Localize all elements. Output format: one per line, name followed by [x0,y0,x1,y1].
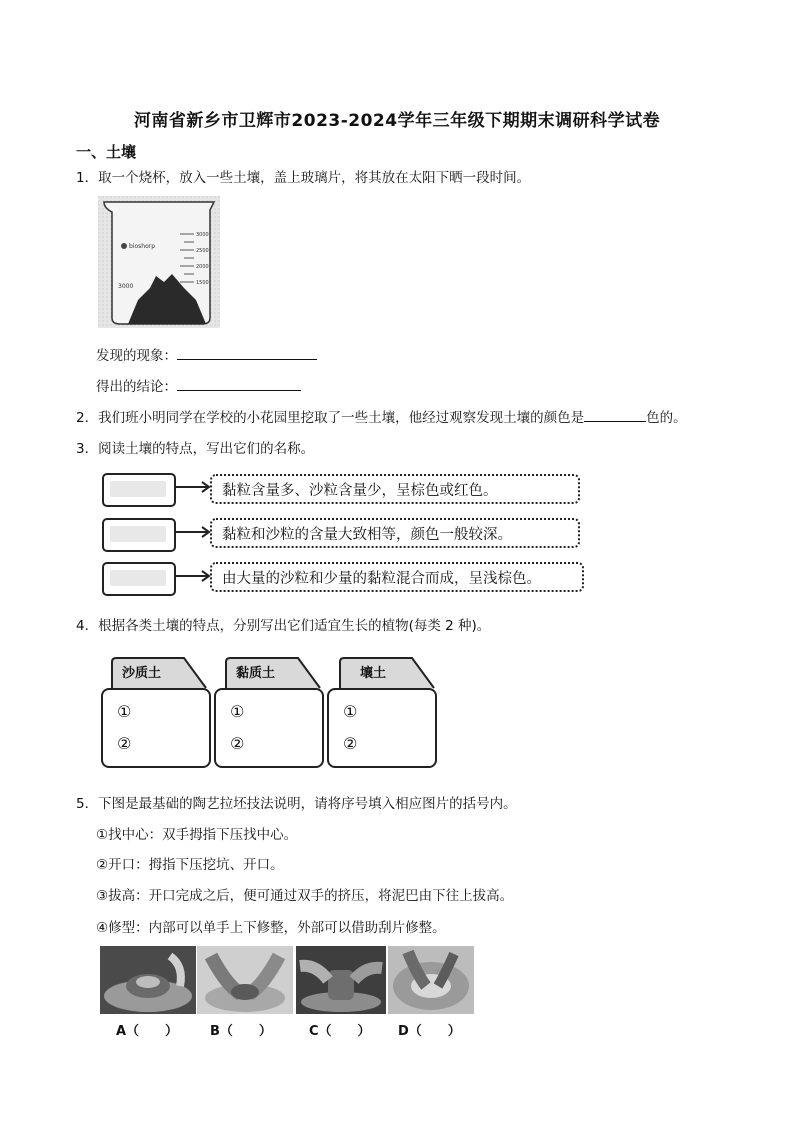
soil-color-blank[interactable] [584,407,646,422]
blank-marker-1: ① [343,702,358,721]
soil-description-3: 由大量的沙粒和少量的黏粒混合而成，呈浅棕色。 [210,562,584,592]
question-3 [76,437,314,457]
soil-description-2: 黏粒和沙粒的含量大致相等，颜色一般较深。 [210,518,580,548]
question-1 [76,166,530,186]
pottery-step-2: ②开口：拇指下压挖坑、开口。 [96,857,284,873]
soil-name-box-3[interactable] [102,562,176,596]
beaker-tick-label: 2500 [196,248,209,254]
blank-marker-1: ① [117,702,132,721]
question-1-text: 取一个烧杯，放入一些土壤，盖上玻璃片，将其放在太阳下晒一段时间。 [98,170,531,186]
pottery-photo-b [197,946,293,1014]
beaker-tick-label: 1500 [196,280,209,286]
question-3-text: 阅读土壤的特点，写出它们的名称。 [98,441,315,457]
soil-tab-loam: 壤土 [360,666,387,681]
question-5-text: 下图是最基础的陶艺拉坯技法说明，请将序号填入相应图片的括号内。 [98,796,517,812]
connector-arrows [172,470,212,590]
question-4-text: 根据各类土壤的特点，分别写出它们适宜生长的植物(每类 2 种)。 [98,618,491,634]
beaker-tick-label: 3000 [196,232,209,238]
photo-caption-a[interactable]: A（ ） [116,1024,179,1039]
pottery-photo-d [388,946,474,1014]
conclusion-label: 得出的结论： [96,379,177,395]
question-2 [76,406,687,426]
phenomenon-field [96,344,317,364]
pottery-step-3: ③拔高：开口完成之后，便可通过双手的挤压，将泥巴由下往上拔高。 [96,888,514,904]
pottery-photo-a [100,946,196,1014]
blank-marker-1: ① [230,702,245,721]
plant-box-clay[interactable] [214,688,324,768]
section-heading-soil: 一、土壤 [76,143,137,161]
soil-tab-sandy: 沙质土 [122,666,162,681]
pottery-step-4: ④修型：内部可以单手上下修整，外部可以借助刮片修整。 [96,920,446,936]
soil-tab-clay: 黏质土 [236,666,276,681]
pottery-photo-c [296,946,386,1014]
soil-name-box-1[interactable] [102,473,176,507]
photo-caption-c[interactable]: C（ ） [309,1024,371,1039]
beaker-image [98,196,220,328]
beaker-tick-label: 2000 [196,264,209,270]
conclusion-blank[interactable] [177,376,301,391]
question-1-number: 1． [76,170,99,186]
question-3-number: 3． [76,441,99,457]
pottery-step-1: ①找中心：双手拇指下压找中心。 [96,827,298,843]
photo-caption-d[interactable]: D（ ） [398,1024,461,1039]
soil-description-1: 黏粒含量多、沙粒含量少，呈棕色或红色。 [210,474,580,504]
question-2-text-end: 色的。 [646,410,687,426]
question-4 [76,614,490,634]
phenomenon-blank[interactable] [177,345,317,360]
question-2-number: 2． [76,410,99,426]
beaker-brand: bioshorp [129,243,156,250]
blank-marker-2: ② [343,734,358,753]
conclusion-field [96,375,301,395]
phenomenon-label: 发现的现象： [96,348,177,364]
question-2-text: 我们班小明同学在学校的小花园里挖取了一些土壤，他经过观察发现土壤的颜色是 [98,410,585,426]
question-5-number: 5． [76,796,99,812]
plant-box-loam[interactable] [327,688,437,768]
photo-caption-b[interactable]: B（ ） [210,1024,272,1039]
blank-marker-2: ② [230,734,245,753]
page-title: 河南省新乡市卫辉市2023-2024学年三年级下期期末调研科学试卷 [133,111,661,131]
plant-box-sandy[interactable] [101,688,211,768]
beaker-side-mark: 3000 [118,283,134,290]
soil-name-box-2[interactable] [102,518,176,552]
blank-marker-2: ② [117,734,132,753]
beaker-logo-icon [121,243,127,249]
question-5 [76,792,517,812]
question-4-number: 4． [76,618,99,634]
